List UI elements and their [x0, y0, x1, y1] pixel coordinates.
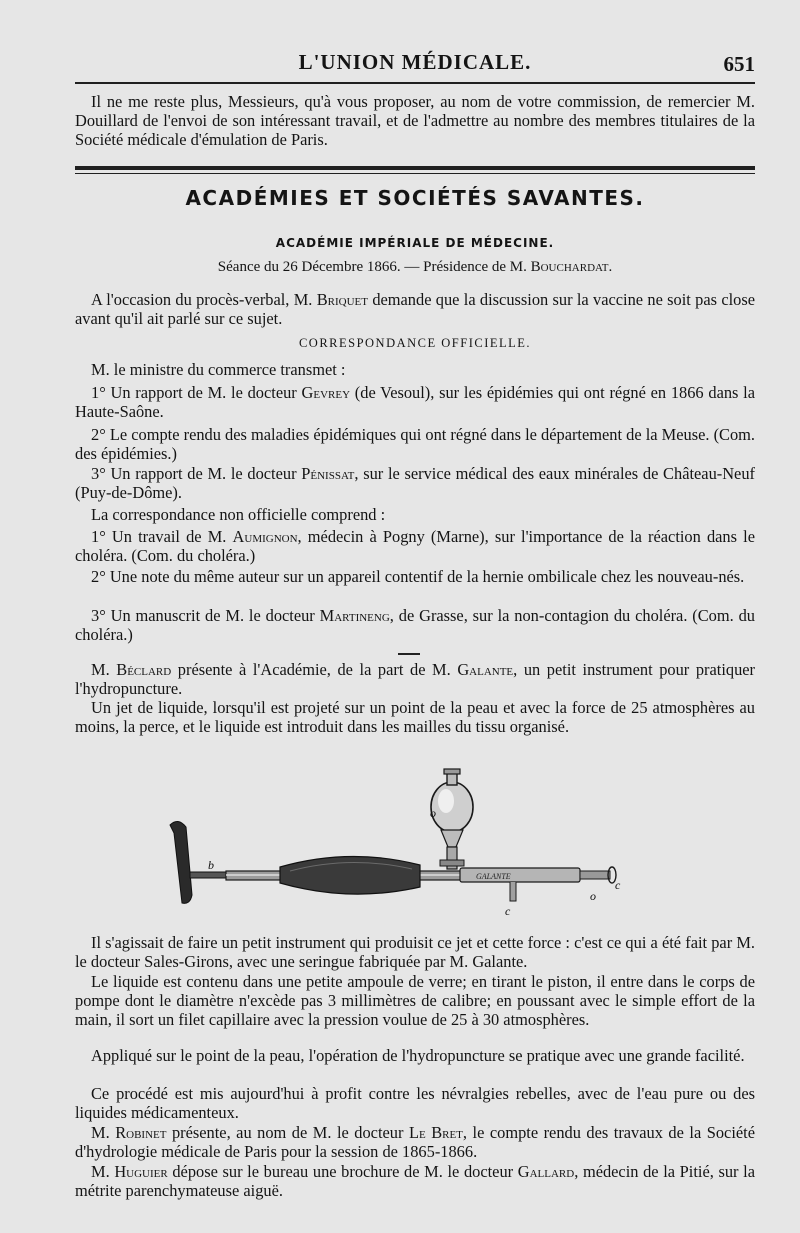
- page-header: [75, 50, 755, 80]
- nonofficial-item-1-start: 1° Un travail de M.: [91, 527, 227, 546]
- figure-letter-c-tip: c: [615, 878, 621, 892]
- nonofficial-item-2: [75, 567, 755, 586]
- nonofficial-item-2-start: 2° Une note du même auteur sur un appareil contentif de la hernie ombilicale chez les nouveau-nés.: [91, 567, 745, 586]
- official-item-3-name: Pénissat: [301, 464, 355, 483]
- official-item-1-name: Gevrey: [301, 383, 351, 402]
- official-item-3-rest: , sur le service médical des eaux minérales de Château-Neuf (Puy-de-Dôme).: [75, 464, 755, 502]
- header-rule: [75, 82, 755, 84]
- huguier-mid: dépose sur le bureau une brochure de M. le docteur: [172, 1162, 514, 1181]
- nonofficial-item-1-name: Aumignon: [232, 527, 298, 546]
- jet-paragraph: Un jet de liquide, lorsqu'il est projeté sur un point de la peau et avec la force de 25 atmosphères au moins, la perce, et le liquide est introduit dans les mailles du tissu organisé.: [75, 698, 755, 736]
- after-figure-paragraph-4: Ce procédé est mis aujourd'hui à profit contre les névralgies rebelles, avec de l'eau pure ou des liquides médicamenteux.: [75, 1084, 755, 1122]
- proces-verbal-rest: demande que la discussion sur la vaccine ne soit pas close avant qu'il ait parlé sur ce sujet.: [75, 290, 755, 328]
- figure-letter-b: b: [208, 858, 214, 872]
- after-figure-paragraph-1: Il s'agissait de faire un petit instrument qui produisit ce jet et cette force : c'est ce qui a été fait par M. le docteur Sales-Girons, avec une seringue fabriquée par M. Galante.: [75, 933, 755, 971]
- official-item-2: [75, 425, 755, 463]
- robinet-name2: Le Bret: [408, 1123, 463, 1142]
- nonofficial-item-3: [75, 606, 755, 644]
- proces-verbal-paragraph: [75, 290, 755, 328]
- official-item-3: [75, 464, 755, 502]
- beclard-name2: Galante: [457, 660, 514, 679]
- session-text: Séance du 26 Décembre 1866. — Présidence de M.: [217, 259, 527, 275]
- subsection-title: ACADÉMIE IMPÉRIALE DE MÉDECINE.: [275, 236, 555, 250]
- robinet-paragraph: [75, 1123, 755, 1161]
- beclard-name: Béclard: [116, 660, 172, 679]
- huguier-name: Huguier: [114, 1162, 168, 1181]
- figure-letter-o-lower: o: [590, 889, 596, 903]
- correspondence-heading: CORRESPONDANCE OFFICIELLE.: [298, 336, 532, 350]
- section-title: ACADÉMIES ET SOCIÉTÉS SAVANTES.: [185, 186, 645, 210]
- after-figure-paragraph-2: Le liquide est contenu dans une petite ampoule de verre; en tirant le piston, il entre dans le corps de pompe dont le diamètre n'excède pas 3 millimètres de calibre; en poussant avec le simple effort de la main, il sort un filet capillaire avec la pression voulue de 25 à 30 atmosphères.: [75, 972, 755, 1029]
- running-head: L'UNION MÉDICALE.: [298, 50, 532, 74]
- minister-line: M. le ministre du commerce transmet :: [91, 360, 346, 379]
- nonofficial-item-1-rest: , médecin à Pogny (Marne), sur l'importance de la réaction dans le choléra. (Com. du choléra.): [75, 527, 755, 565]
- beclard-start: M.: [91, 660, 110, 679]
- section-rule-thick: [75, 166, 755, 170]
- nonofficial-item-3-rest: , de Grasse, sur la non-contagion du choléra. (Com. du choléra.): [75, 606, 755, 644]
- figure-letter-o-upper: o: [430, 806, 436, 820]
- proces-verbal-start: A l'occasion du procès-verbal, M.: [91, 290, 313, 309]
- syringe-illustration: [160, 755, 640, 930]
- page-number: 651: [723, 52, 755, 76]
- after-figure-paragraph-3: Appliqué sur le point de la peau, l'opération de l'hydropuncture se pratique avec une grande facilité.: [91, 1046, 745, 1065]
- huguier-paragraph: [75, 1162, 755, 1200]
- piston-handle: [170, 821, 228, 903]
- robinet-name: Robinet: [115, 1123, 167, 1142]
- huguier-name2: Gallard: [517, 1162, 575, 1181]
- official-item-1-start: 1° Un rapport de M. le docteur: [91, 383, 297, 402]
- robinet-mid: présente, au nom de M. le docteur: [171, 1123, 404, 1142]
- beclard-mid: présente à l'Académie, de la part de M.: [177, 660, 451, 679]
- lower-valve: [510, 882, 516, 901]
- glass-ampoule: [431, 769, 473, 869]
- section-rule-thin: [75, 173, 755, 174]
- beclard-rest: , un petit instrument pour pratiquer l'hydropuncture.: [75, 660, 756, 698]
- session-end: .: [608, 259, 613, 275]
- nonofficial-line: La correspondance non officielle comprend :: [91, 505, 386, 524]
- intro-paragraph: Il ne me reste plus, Messieurs, qu'à vous proposer, au nom de votre commission, de remercier M. Douillard de l'envoi de son intéressant travail, et de l'admettre au nombre des membres titulaires de la Société médicale d'émulation de Paris.: [75, 92, 755, 149]
- huguier-start: M.: [91, 1162, 110, 1181]
- official-item-1: [75, 383, 755, 421]
- beclard-paragraph: [75, 660, 755, 698]
- nonofficial-item-1: [75, 527, 755, 565]
- official-item-3-start: 3° Un rapport de M. le docteur: [91, 464, 297, 483]
- official-item-1-rest: (de Vesoul), sur les épidémies qui ont régné en 1866 dans la Haute-Saône.: [75, 383, 755, 421]
- session-president: Bouchardat: [530, 259, 609, 275]
- session-line: [75, 258, 755, 277]
- engraving-label: GALANTE: [476, 872, 511, 881]
- nonofficial-item-3-start: 3° Un manuscrit de M. le docteur: [91, 606, 315, 625]
- nonofficial-item-3-name: Martineng: [319, 606, 390, 625]
- short-divider: [398, 653, 420, 655]
- figure-letter-c-lower: c: [505, 904, 511, 918]
- nozzle-tip: [580, 871, 610, 879]
- robinet-start: M.: [91, 1123, 110, 1142]
- official-item-2-start: 2° Le compte rendu des maladies épidémiques qui ont régné dans le département de la Meuse. (Com. des épidémies.): [75, 425, 755, 463]
- proces-verbal-name: Briquet: [316, 290, 368, 309]
- robinet-rest: , le compte rendu des travaux de la Société d'hydrologie médicale de Paris pour la session de 1865-1866.: [75, 1123, 755, 1161]
- huguier-rest: , médecin de la Pitié, sur la métrite parenchymateuse aiguë.: [75, 1162, 755, 1200]
